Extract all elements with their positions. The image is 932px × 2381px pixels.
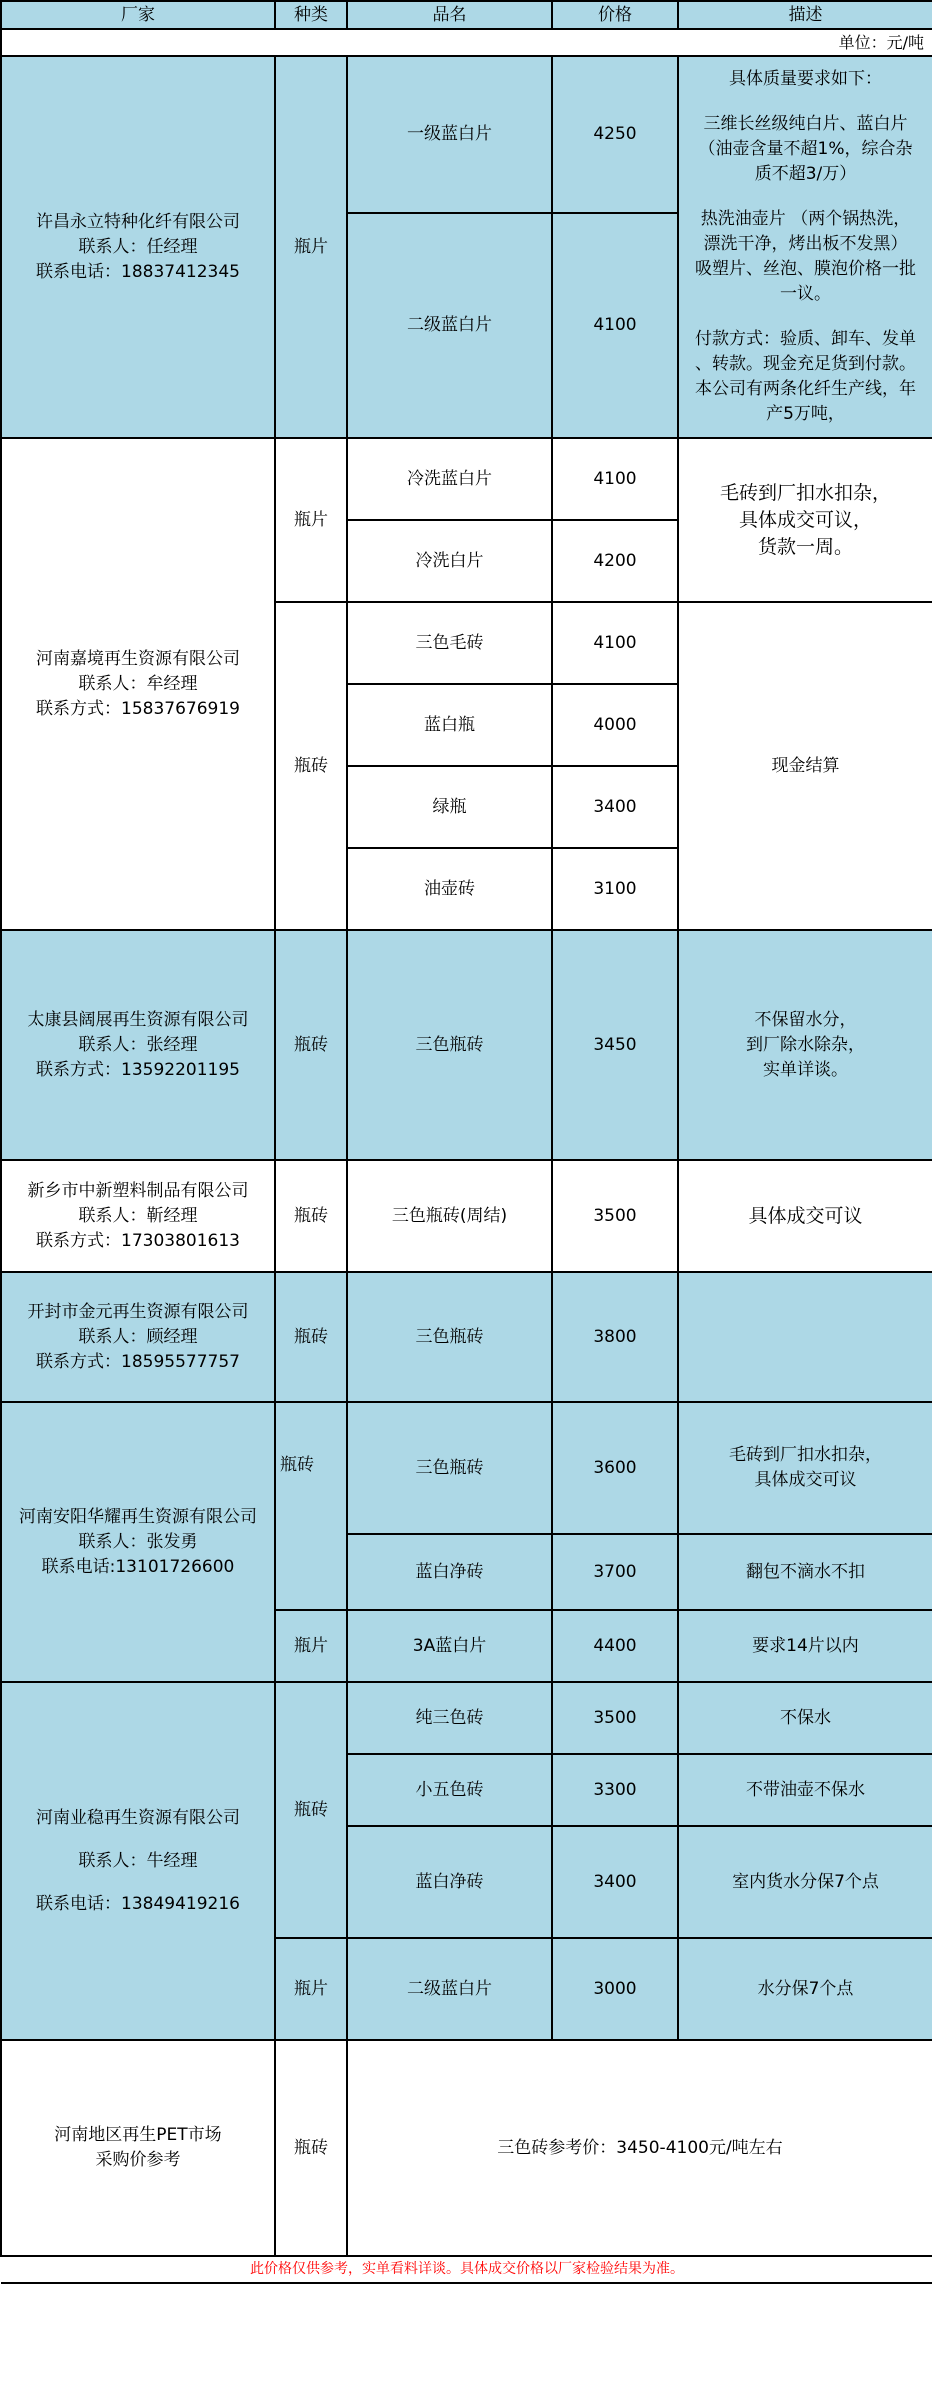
company-contact: 联系人：任经理 [78,236,198,257]
product-price: 3450 [552,930,678,1160]
product-name: 三色瓶砖 [347,1272,552,1402]
header-type: 种类 [275,1,347,29]
company-3-desc [678,930,932,1160]
company-name: 河南嘉境再生资源有限公司 [36,648,240,669]
company-7-info [1,1682,275,2040]
desc-line: 一议。 [780,284,831,304]
company-7-desc-1 [678,1682,932,1754]
product-price: 4200 [552,520,678,602]
product-type: 瓶砖 [275,1682,347,1938]
company-spacer [6,1874,270,1892]
company-contact: 联系人：顾经理 [78,1326,198,1347]
company-2-desc-2 [678,602,932,930]
company-contact: 联系人：牟经理 [78,673,198,694]
company-3-row [1,930,932,1160]
desc-line: 三维长丝级纯白片、蓝白片 [703,114,908,134]
desc-line: 、转款。现金充足货到付款。 [695,354,916,374]
reference-title-line-1: 河南地区再生PET市场 [54,2125,222,2145]
company-6-desc-2 [678,1534,932,1610]
company-1-desc [678,56,932,438]
product-name: 蓝白净砖 [347,1534,552,1610]
product-type: 瓶片 [275,438,347,602]
desc-line: 本公司有两条化纤生产线，年 [695,379,916,399]
company-4-info [1,1160,275,1272]
product-price: 3500 [552,1682,678,1754]
product-price: 4100 [552,602,678,684]
company-phone: 联系电话：18837412345 [36,261,240,282]
desc-line: 具体质量要求如下： [729,69,882,89]
product-name: 冷洗蓝白片 [347,438,552,520]
product-name: 3A蓝白片 [347,1610,552,1682]
product-name: 二级蓝白片 [347,1938,552,2040]
reference-title [1,2040,275,2256]
product-price: 4400 [552,1610,678,1682]
product-name: 绿瓶 [347,766,552,848]
company-contact: 联系人：张经理 [78,1034,198,1055]
company-phone: 联系方式：17303801613 [36,1230,240,1251]
company-contact: 联系人：张发勇 [78,1531,198,1552]
company-7-desc-4 [678,1938,932,2040]
product-type: 瓶砖 [275,1160,347,1272]
product-name: 冷洗白片 [347,520,552,602]
footer-row [1,2256,932,2283]
desc-gap [683,307,928,327]
company-2-row-1 [1,438,932,520]
desc-line: 具体成交可议 [754,1470,857,1490]
desc-line: 水分保7个点 [757,1978,854,1999]
reference-row [1,2040,932,2256]
desc-line: 漂洗干净，烤出板不发黑） [703,234,908,254]
company-3-info [1,930,275,1160]
product-price: 3300 [552,1754,678,1826]
product-type: 瓶砖 [275,602,347,930]
product-type: 瓶片 [275,1938,347,2040]
product-price: 3800 [552,1272,678,1402]
product-price: 4000 [552,684,678,766]
company-phone: 联系方式：18595577757 [36,1351,240,1372]
company-1-row-1 [1,56,932,213]
product-name: 油壶砖 [347,848,552,930]
product-name: 小五色砖 [347,1754,552,1826]
product-price: 3100 [552,848,678,930]
product-type: 瓶砖 [275,1402,347,1610]
desc-line: 不带油壶不保水 [746,1779,865,1800]
product-type: 瓶砖 [275,1272,347,1402]
desc-line: 到厂除水除杂， [746,1034,865,1055]
company-spacer [6,1831,270,1849]
product-price: 3700 [552,1534,678,1610]
product-price: 3400 [552,766,678,848]
product-name: 一级蓝白片 [347,56,552,213]
header-factory: 厂家 [1,1,275,29]
company-7-desc-2 [678,1754,932,1826]
desc-line: 产5万吨， [766,404,845,424]
header-row [1,1,932,29]
company-5-desc [678,1272,932,1402]
product-name: 三色瓶砖 [347,1402,552,1534]
desc-gap [683,92,928,112]
company-contact: 联系人：牛经理 [78,1850,198,1871]
company-phone: 联系方式：15837676919 [36,698,240,719]
product-type: 瓶片 [275,56,347,438]
company-phone: 联系电话:13101726600 [41,1556,235,1577]
company-name: 开封市金元再生资源有限公司 [27,1301,249,1322]
product-price: 3000 [552,1938,678,2040]
desc-line: 吸塑片、丝泡、膜泡价格一批 [695,259,916,279]
desc-line: 室内货水分保7个点 [732,1871,879,1892]
desc-line: 付款方式：验质、卸车、发单 [695,329,916,349]
product-type: 瓶砖 [275,930,347,1160]
desc-line: 具体成交可议 [748,1204,863,1227]
product-name: 蓝白净砖 [347,1826,552,1938]
product-name: 三色瓶砖(周结) [347,1160,552,1272]
company-contact: 联系人：靳经理 [78,1205,198,1226]
product-type: 瓶砖 [275,2040,347,2256]
product-price: 3400 [552,1826,678,1938]
company-name: 河南安阳华耀再生资源有限公司 [19,1506,257,1527]
company-4-desc [678,1160,932,1272]
unit-row [1,29,932,56]
desc-line: 货款一周。 [757,535,853,558]
desc-gap [683,187,928,207]
reference-title-line-2: 采购价参考 [95,2150,181,2170]
desc-line: 毛砖到厂扣水扣杂， [729,1445,882,1465]
header-price: 价格 [552,1,678,29]
product-name: 纯三色砖 [347,1682,552,1754]
company-phone: 联系电话：13849419216 [36,1893,240,1914]
desc-line: 要求14片以内 [752,1635,859,1656]
product-name: 三色瓶砖 [347,930,552,1160]
company-6-desc-3 [678,1610,932,1682]
desc-line: （油壶含量不超1%，综合杂 [698,139,913,159]
company-2-info [1,438,275,930]
desc-line: 热洗油壶片 （两个锅热洗， [700,209,911,229]
company-name: 许昌永立特种化纤有限公司 [36,211,240,232]
product-price: 4100 [552,213,678,438]
company-name: 新乡市中新塑料制品有限公司 [27,1180,249,1201]
company-5-row [1,1272,932,1402]
company-1-info [1,56,275,438]
company-7-desc-3 [678,1826,932,1938]
product-type: 瓶片 [275,1610,347,1682]
desc-line: 具体成交可议， [738,508,872,531]
product-name: 三色毛砖 [347,602,552,684]
header-desc: 描述 [678,1,932,29]
company-5-info [1,1272,275,1402]
product-price: 4250 [552,56,678,213]
company-4-row [1,1160,932,1272]
company-6-desc-1 [678,1402,932,1534]
unit-label: 单位：元/吨 [1,29,932,56]
company-6-info [1,1402,275,1682]
desc-line: 毛砖到厂扣水扣杂， [719,481,891,504]
company-6-row-1 [1,1402,932,1534]
desc-line: 现金结算 [771,755,840,776]
desc-line: 不保水 [780,1707,831,1728]
product-name: 二级蓝白片 [347,213,552,438]
company-7-row-1 [1,1682,932,1754]
company-2-desc-1 [678,438,932,602]
company-name: 河南业稳再生资源有限公司 [36,1807,240,1828]
desc-line: 质不超3/万） [754,164,857,184]
company-phone: 联系方式：13592201195 [36,1059,240,1080]
product-price: 3500 [552,1160,678,1272]
desc-line: 翻包不滴水不扣 [746,1561,865,1582]
header-product: 品名 [347,1,552,29]
reference-price: 三色砖参考价：3450-4100元/吨左右 [347,2040,932,2256]
footer-note: 此价格仅供参考，实单看料详谈。具体成交价格以厂家检验结果为准。 [1,2256,932,2283]
product-price: 3600 [552,1402,678,1534]
product-name: 蓝白瓶 [347,684,552,766]
company-name: 太康县阔展再生资源有限公司 [27,1009,249,1030]
product-price: 4100 [552,438,678,520]
desc-line: 实单详谈。 [763,1059,848,1080]
desc-line: 不保留水分， [754,1009,857,1030]
